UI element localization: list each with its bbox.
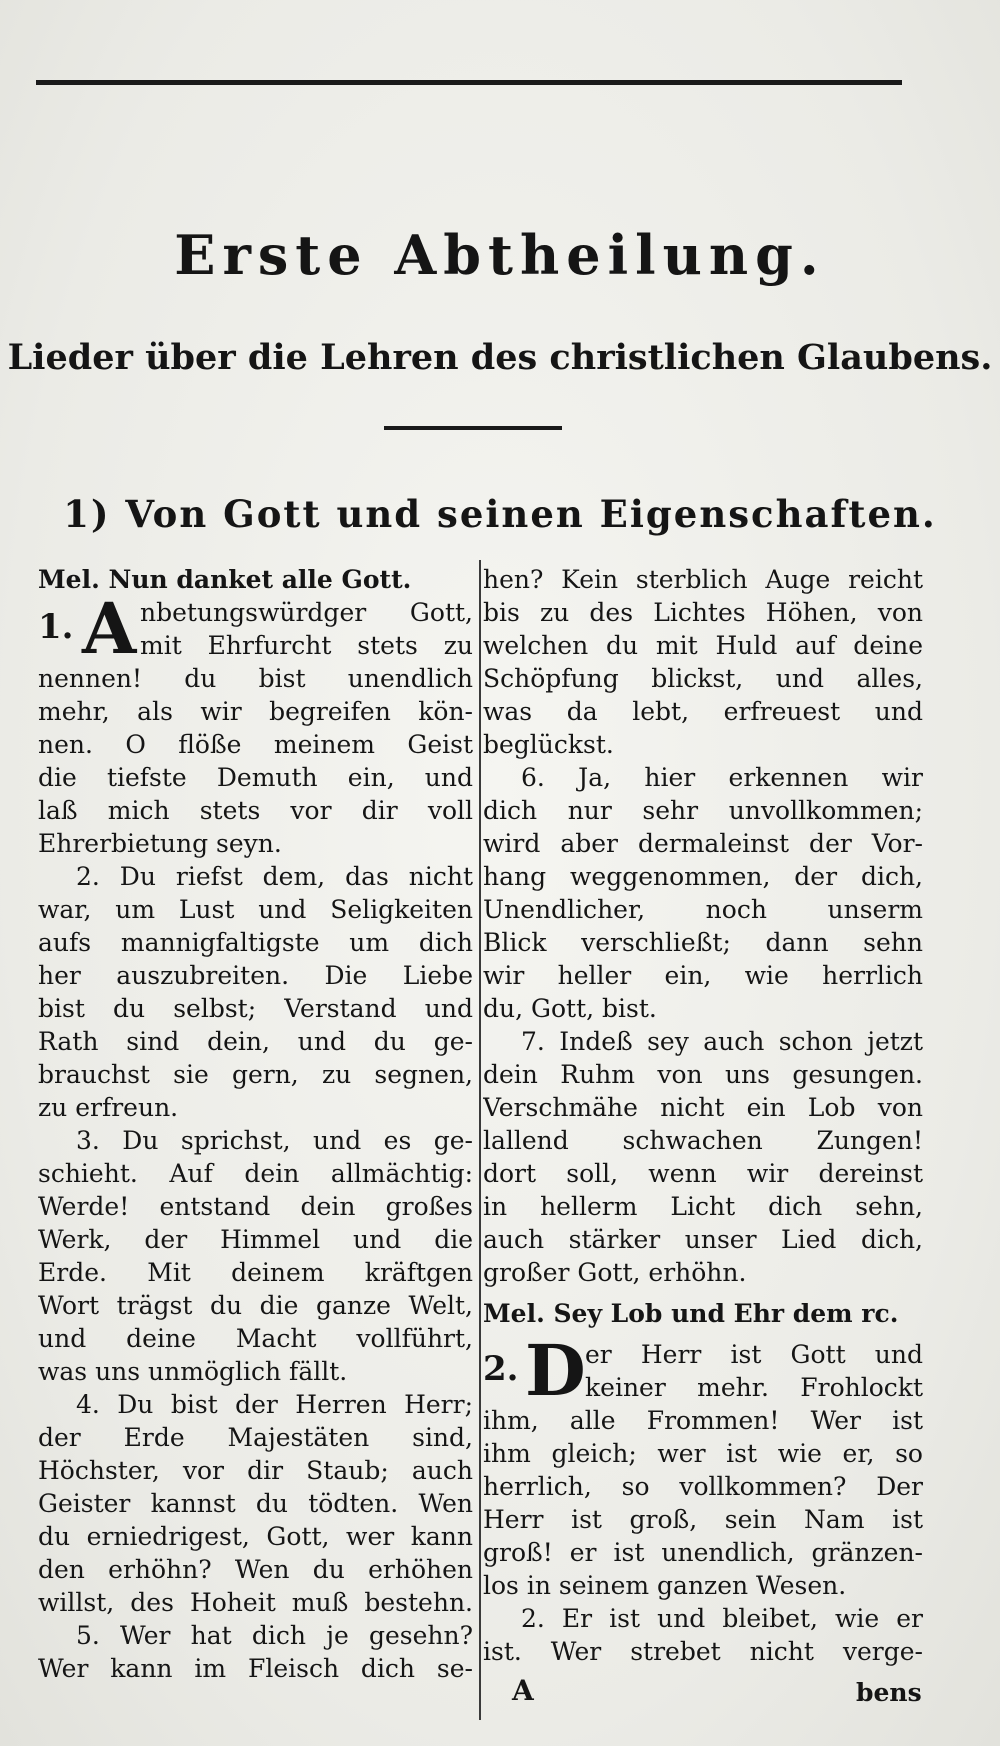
hymn-line: keiner mehr. Frohlockt — [585, 1373, 923, 1402]
verse-line: was da lebt, erfreuest und — [483, 697, 923, 726]
drop-cap: A — [82, 587, 137, 670]
hymn-line: er Herr ist Gott und — [585, 1340, 923, 1369]
verse-line: großer Gott, erhöhn. — [483, 1258, 747, 1287]
verse-line: willst, des Hoheit muß bestehn. — [38, 1588, 473, 1617]
verse-line: Höchster, vor dir Staub; auch — [38, 1456, 473, 1485]
verse-line: Verschmähe nicht ein Lob von — [483, 1093, 923, 1122]
verse-line: bis zu des Lichtes Höhen, von — [483, 598, 923, 627]
verse-line: lallend schwachen Zungen! — [483, 1126, 923, 1155]
verse-line: hang weggenommen, der dich, — [483, 862, 923, 891]
divider-rule — [384, 426, 562, 430]
verse-line: war, um Lust und Seligkeiten — [38, 895, 473, 924]
verse-line: Erde. Mit deinem kräftgen — [38, 1258, 473, 1287]
verse-line: Wort trägst du die ganze Welt, — [38, 1291, 473, 1320]
verse-line: zu erfreun. — [38, 1093, 179, 1122]
verse-line: 6. Ja, hier erkennen wir — [521, 763, 923, 792]
column-divider — [479, 560, 481, 1720]
spacer — [483, 1289, 923, 1297]
verse-line: 7. Indeß sey auch schon jetzt — [521, 1027, 923, 1056]
signature-mark: A — [512, 1674, 534, 1707]
verse-line: ist. Wer strebet nicht verge- — [483, 1637, 923, 1666]
hymn-line: groß! er ist unendlich, gränzen- — [483, 1538, 923, 1567]
left-column — [38, 563, 473, 1685]
hymn-line: nen. O flöße meinem Geist — [38, 730, 473, 759]
verse-line: in hellerm Licht dich sehn, — [483, 1192, 923, 1221]
verse-line: auch stärker unser Lied dich, — [483, 1225, 923, 1254]
right-column — [483, 563, 923, 1668]
verse-line: wird aber dermaleinst der Vor- — [483, 829, 923, 858]
top-rule — [36, 80, 902, 85]
verse-line: Werde! entstand dein großes — [38, 1192, 473, 1221]
hymn-number: 1. — [38, 607, 74, 647]
verse-line: du, Gott, bist. — [483, 994, 657, 1023]
verse-line: dich nur sehr unvollkommen; — [483, 796, 923, 825]
section-title: Erste Abtheilung. — [174, 223, 826, 287]
hymn-line: ihm, alle Frommen! Wer ist — [483, 1406, 923, 1435]
verse-line: Unendlicher, noch unserm — [483, 895, 923, 924]
verse-line: beglückst. — [483, 730, 614, 759]
verse-line: schieht. Auf dein allmächtig: — [38, 1159, 473, 1188]
verse-line: den erhöhn? Wen du erhöhen — [38, 1555, 473, 1584]
hymn-line: mit Ehrfurcht stets zu — [140, 631, 473, 660]
hymn-1-head — [38, 587, 473, 670]
verse-line: 3. Du sprichst, und es ge- — [76, 1126, 473, 1155]
verse-line: Geister kannst du tödten. Wen — [38, 1489, 473, 1518]
catchword: bens — [856, 1678, 922, 1707]
section-subtitle: Lieder über die Lehren des christlichen Glaubens. — [7, 337, 993, 378]
melody-line: Mel. Nun danket alle Gott. — [38, 565, 412, 594]
verse-line: dein Ruhm von uns gesungen. — [483, 1060, 923, 1089]
drop-cap: D — [525, 1329, 586, 1412]
verse-line: und deine Macht vollführt, — [38, 1324, 473, 1353]
verse-line: der Erde Majestäten sind, — [38, 1423, 473, 1452]
verse-line: 2. Er ist und bleibet, wie er — [521, 1604, 923, 1633]
verse-line: aufs mannigfaltigste um dich — [38, 928, 473, 957]
verse-line: 2. Du riefst dem, das nicht — [76, 862, 473, 891]
verse-line: Schöpfung blickst, und alles, — [483, 664, 923, 693]
hymn-line: herrlich, so vollkommen? Der — [483, 1472, 923, 1501]
hymn-line: mehr, als wir begreifen kön- — [38, 697, 473, 726]
verse-line: Werk, der Himmel und die — [38, 1225, 473, 1254]
hymn-line: laß mich stets vor dir voll — [38, 796, 473, 825]
verse-line: welchen du mit Huld auf deine — [483, 631, 923, 660]
verse-line: Wer kann im Fleisch dich se- — [38, 1654, 473, 1683]
chapter-title: 1) Von Gott und seinen Eigenschaften. — [63, 492, 937, 536]
hymn-line: Herr ist groß, sein Nam ist — [483, 1505, 923, 1534]
verse-line: brauchst sie gern, zu segnen, — [38, 1060, 473, 1089]
verse-line: du erniedrigest, Gott, wer kann — [38, 1522, 473, 1551]
hymn-number: 2. — [483, 1349, 519, 1389]
hymn-line: Ehrerbietung seyn. — [38, 829, 282, 858]
verse-line: 4. Du bist der Herren Herr; — [76, 1390, 473, 1419]
hymn-line: los in seinem ganzen Wesen. — [483, 1571, 847, 1600]
verse-line: wir heller ein, wie herrlich — [483, 961, 923, 990]
verse-line: her auszubreiten. Die Liebe — [38, 961, 473, 990]
verse-line: dort soll, wenn wir dereinst — [483, 1159, 923, 1188]
verse-line: bist du selbst; Verstand und — [38, 994, 473, 1023]
hymn-line: ihm gleich; wer ist wie er, so — [483, 1439, 923, 1468]
verse-line: Blick verschließt; dann sehn — [483, 928, 923, 957]
verse-line: hen? Kein sterblich Auge reicht — [483, 565, 923, 594]
hymn-2-head — [483, 1329, 923, 1412]
verse-line: was uns unmöglich fällt. — [38, 1357, 348, 1386]
hymn-line: die tiefste Demuth ein, und — [38, 763, 473, 792]
verse-line: 5. Wer hat dich je gesehn? — [76, 1621, 473, 1650]
melody-line: Mel. Sey Lob und Ehr dem rc. — [483, 1299, 899, 1328]
verse-line: Rath sind dein, und du ge- — [38, 1027, 473, 1056]
hymn-line: nbetungswürdger Gott, — [140, 598, 473, 627]
hymn-line: nennen! du bist unendlich — [38, 664, 473, 693]
